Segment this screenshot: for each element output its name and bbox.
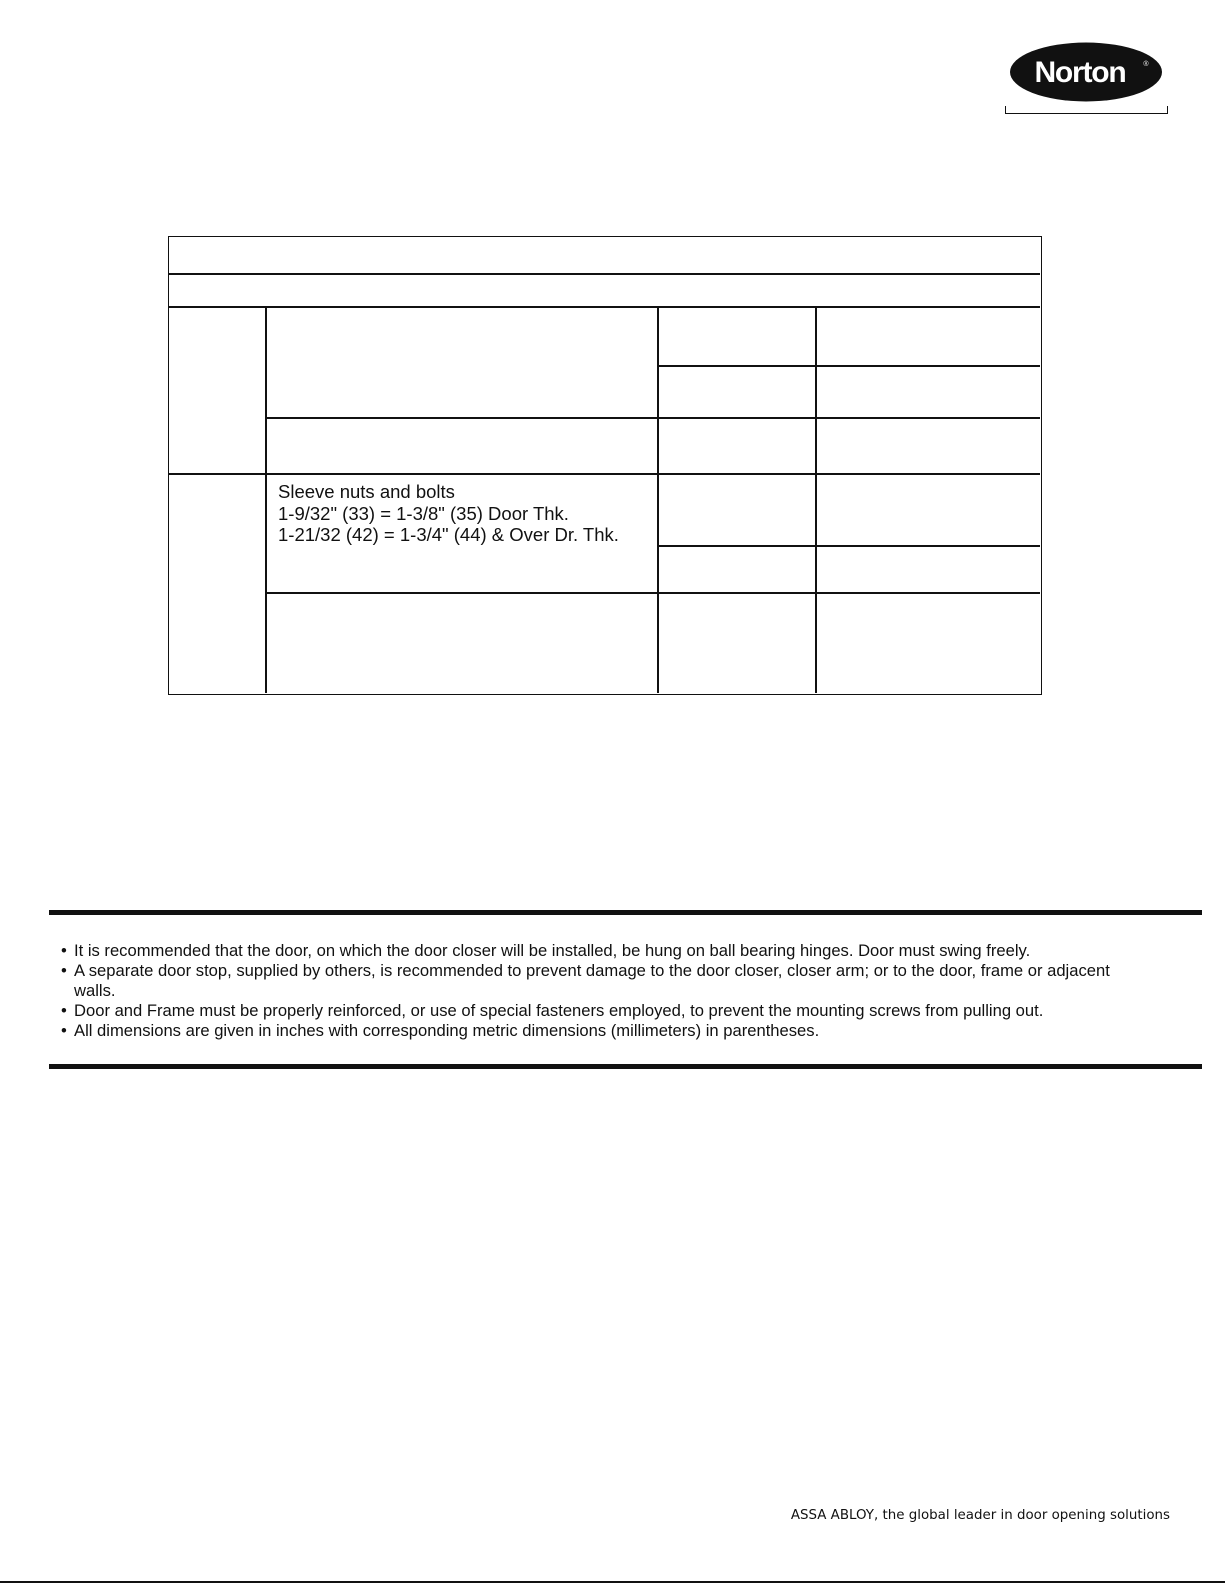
registered-mark: ® xyxy=(1143,61,1149,68)
table-rule xyxy=(169,473,1040,475)
logo-wordmark: Norton xyxy=(1034,56,1126,89)
table-rule xyxy=(657,365,1040,367)
table-rule xyxy=(265,306,267,693)
sleeve-nuts-line: Sleeve nuts and bolts xyxy=(278,481,455,502)
footer-rule xyxy=(0,1581,1225,1583)
note-item: • All dimensions are given in inches with corresponding metric dimensions (millimeters) in parentheses. xyxy=(61,1021,1201,1041)
notes-top-rule xyxy=(49,910,1202,915)
sleeve-nuts-cell xyxy=(278,481,619,546)
table-rule xyxy=(265,417,1040,419)
footer-tagline: ASSA ABLOY, the global leader in door opening solutions xyxy=(790,1508,1170,1523)
table-rule xyxy=(657,306,659,693)
table-rule xyxy=(815,306,817,693)
sleeve-nuts-line: 1-21/32 (42) = 1-3/4" (44) & Over Dr. Thk. xyxy=(278,524,619,545)
norton-logo xyxy=(1009,42,1163,102)
note-item: • It is recommended that the door, on which the door closer will be installed, be hung on ball bearing hinges. Door must swing freely. xyxy=(61,941,1201,961)
table-rule xyxy=(265,592,1040,594)
installation-notes xyxy=(61,941,1201,1041)
table-rule xyxy=(169,273,1040,275)
table-rule xyxy=(169,306,1040,308)
note-item: • Door and Frame must be properly reinforced, or use of special fasteners employed, to prevent the mounting screws from pulling out. xyxy=(61,1001,1201,1021)
notes-bottom-rule xyxy=(49,1064,1202,1069)
table-rule xyxy=(657,545,1040,547)
sleeve-nuts-line: 1-9/32" (33) = 1-3/8" (35) Door Thk. xyxy=(278,502,569,524)
logo-underline-bracket xyxy=(1005,106,1168,114)
note-item: • A separate door stop, supplied by others, is recommended to prevent damage to the door closer, closer arm; or to the door, frame or adjacent walls. xyxy=(61,961,1154,1001)
hardware-table xyxy=(168,236,1042,695)
